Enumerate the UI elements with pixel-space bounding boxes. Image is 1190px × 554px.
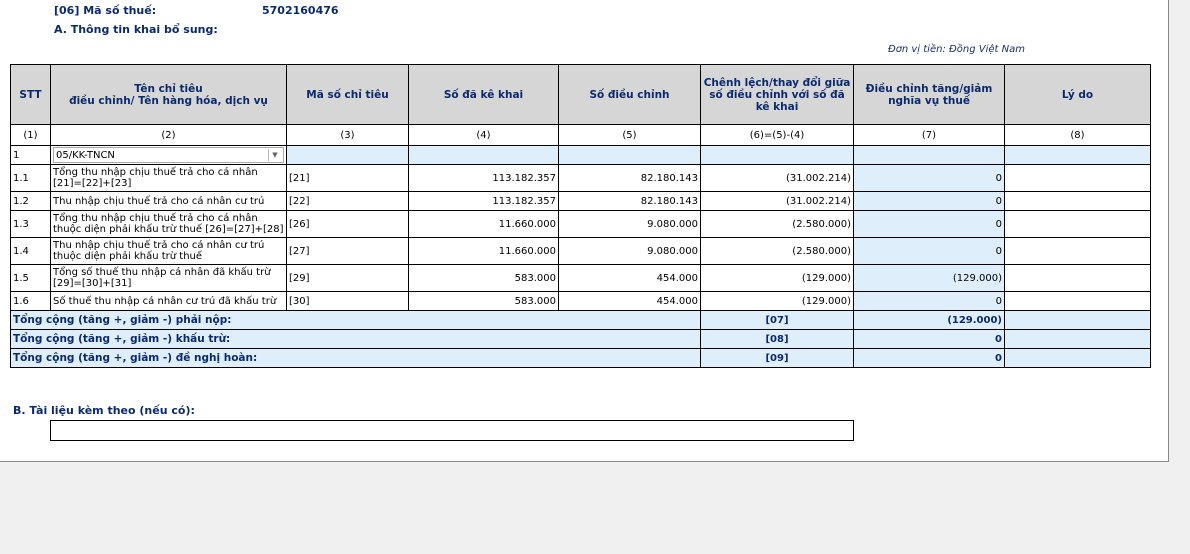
col-number: (8) xyxy=(1005,125,1151,146)
row-adjusted: 82.180.143 xyxy=(559,165,701,192)
row-difference: (31.002.214) xyxy=(701,192,854,211)
group-empty-cell xyxy=(854,146,1005,165)
row-reason-input[interactable] xyxy=(1005,211,1151,238)
group-empty-cell xyxy=(287,146,409,165)
total-row-refund xyxy=(11,349,1151,368)
header-row xyxy=(11,65,1151,125)
row-name: Thu nhập chịu thuế trả cho cá nhân cư trú thuộc diện phải khấu trừ thuế xyxy=(51,238,287,265)
row-code: [22] xyxy=(287,192,409,211)
row-name: Tổng thu nhập chịu thuế trả cho cá nhân thuộc diện phải khấu trừ thuế [26]=[27]+[28] xyxy=(51,211,287,238)
total-empty-cell xyxy=(1005,311,1151,330)
row-stt: 1.1 xyxy=(11,165,51,192)
group-row xyxy=(11,146,1151,165)
row-code: [30] xyxy=(287,292,409,311)
row-adjusted: 82.180.143 xyxy=(559,192,701,211)
header-declared: Số đã kê khai xyxy=(409,65,559,125)
row-stt: 1.6 xyxy=(11,292,51,311)
section-a-title: A. Thông tin khai bổ sung: xyxy=(54,23,218,36)
header-reason: Lý do xyxy=(1005,65,1151,125)
form-select[interactable] xyxy=(53,147,284,163)
row-declared: 11.660.000 xyxy=(409,211,559,238)
tax-id-value: 5702160476 xyxy=(262,4,339,17)
total-code: [07] xyxy=(701,311,854,330)
col-number: (2) xyxy=(51,125,287,146)
row-reason-input[interactable] xyxy=(1005,192,1151,211)
header-obligation: Điều chỉnh tăng/giảm nghĩa vụ thuế xyxy=(854,65,1005,125)
row-difference: (2.580.000) xyxy=(701,238,854,265)
header-name-line1: Tên chỉ tiêu xyxy=(134,82,203,95)
row-stt: 1.5 xyxy=(11,265,51,292)
row-difference: (129.000) xyxy=(701,265,854,292)
row-name: Tổng số thuế thu nhập cá nhân đã khấu trừ [29]=[30]+[31] xyxy=(51,265,287,292)
table-row xyxy=(11,165,1151,192)
row-obligation: (129.000) xyxy=(854,265,1005,292)
table-row xyxy=(11,238,1151,265)
row-reason-input[interactable] xyxy=(1005,265,1151,292)
total-code: [09] xyxy=(701,349,854,368)
row-declared: 583.000 xyxy=(409,265,559,292)
row-declared: 113.182.357 xyxy=(409,165,559,192)
table-row xyxy=(11,192,1151,211)
row-difference: (129.000) xyxy=(701,292,854,311)
col-number: (5) xyxy=(559,125,701,146)
row-name: Thu nhập chịu thuế trả cho cá nhân cư trú xyxy=(51,192,287,211)
form-select-cell[interactable] xyxy=(51,146,287,165)
header-name xyxy=(51,65,287,125)
row-obligation: 0 xyxy=(854,165,1005,192)
group-stt: 1 xyxy=(11,146,51,165)
group-empty-cell xyxy=(701,146,854,165)
group-empty-cell xyxy=(1005,146,1151,165)
row-name: Số thuế thu nhập cá nhân cư trú đã khấu trừ xyxy=(51,292,287,311)
col-number: (3) xyxy=(287,125,409,146)
row-code: [27] xyxy=(287,238,409,265)
currency-note: Đơn vị tiền: Đồng Việt Nam xyxy=(888,44,1025,55)
row-obligation: 0 xyxy=(854,238,1005,265)
row-adjusted: 9.080.000 xyxy=(559,211,701,238)
row-declared: 113.182.357 xyxy=(409,192,559,211)
total-value: (129.000) xyxy=(854,311,1005,330)
table-row xyxy=(11,292,1151,311)
row-name: Tổng thu nhập chịu thuế trả cho cá nhân [21]=[22]+[23] xyxy=(51,165,287,192)
total-value: 0 xyxy=(854,349,1005,368)
total-row-payable xyxy=(11,311,1151,330)
row-obligation: 0 xyxy=(854,192,1005,211)
row-obligation: 0 xyxy=(854,292,1005,311)
col-number: (6)=(5)-(4) xyxy=(701,125,854,146)
group-empty-cell xyxy=(409,146,559,165)
row-difference: (2.580.000) xyxy=(701,211,854,238)
col-number: (7) xyxy=(854,125,1005,146)
form-select-value: 05/KK-TNCN xyxy=(56,149,115,161)
header-difference: Chênh lệch/thay đổi giữa số điều chỉnh với số đã kê khai xyxy=(701,65,854,125)
row-declared: 11.660.000 xyxy=(409,238,559,265)
total-value: 0 xyxy=(854,330,1005,349)
row-code: [26] xyxy=(287,211,409,238)
total-label: Tổng cộng (tăng +, giảm -) phải nộp: xyxy=(11,311,701,330)
header-code: Mã số chỉ tiêu xyxy=(287,65,409,125)
group-empty-cell xyxy=(559,146,701,165)
row-stt: 1.3 xyxy=(11,211,51,238)
table-row xyxy=(11,211,1151,238)
row-reason-input[interactable] xyxy=(1005,165,1151,192)
row-declared: 583.000 xyxy=(409,292,559,311)
row-stt: 1.2 xyxy=(11,192,51,211)
total-empty-cell xyxy=(1005,349,1151,368)
row-code: [21] xyxy=(287,165,409,192)
row-obligation: 0 xyxy=(854,211,1005,238)
col-number: (4) xyxy=(409,125,559,146)
adjustment-table xyxy=(10,64,1151,368)
chevron-down-icon[interactable]: ▼ xyxy=(268,149,281,161)
row-adjusted: 454.000 xyxy=(559,265,701,292)
row-adjusted: 454.000 xyxy=(559,292,701,311)
row-difference: (31.002.214) xyxy=(701,165,854,192)
row-adjusted: 9.080.000 xyxy=(559,238,701,265)
col-number: (1) xyxy=(11,125,51,146)
header-stt: STT xyxy=(11,65,51,125)
tax-id-label: [06] Mã số thuế: xyxy=(54,4,157,17)
section-b-title: B. Tài liệu kèm theo (nếu có): xyxy=(13,404,195,417)
total-empty-cell xyxy=(1005,330,1151,349)
attachments-input[interactable] xyxy=(50,420,854,441)
total-label: Tổng cộng (tăng +, giảm -) đề nghị hoàn: xyxy=(11,349,701,368)
table-row xyxy=(11,265,1151,292)
row-stt: 1.4 xyxy=(11,238,51,265)
row-code: [29] xyxy=(287,265,409,292)
row-reason-input[interactable] xyxy=(1005,292,1151,311)
column-number-row xyxy=(11,125,1151,146)
total-label: Tổng cộng (tăng +, giảm -) khấu trừ: xyxy=(11,330,701,349)
total-code: [08] xyxy=(701,330,854,349)
header-adjusted: Số điều chỉnh xyxy=(559,65,701,125)
row-reason-input[interactable] xyxy=(1005,238,1151,265)
total-row-deductible xyxy=(11,330,1151,349)
header-name-line2: điều chỉnh/ Tên hàng hóa, dịch vụ xyxy=(69,94,268,107)
